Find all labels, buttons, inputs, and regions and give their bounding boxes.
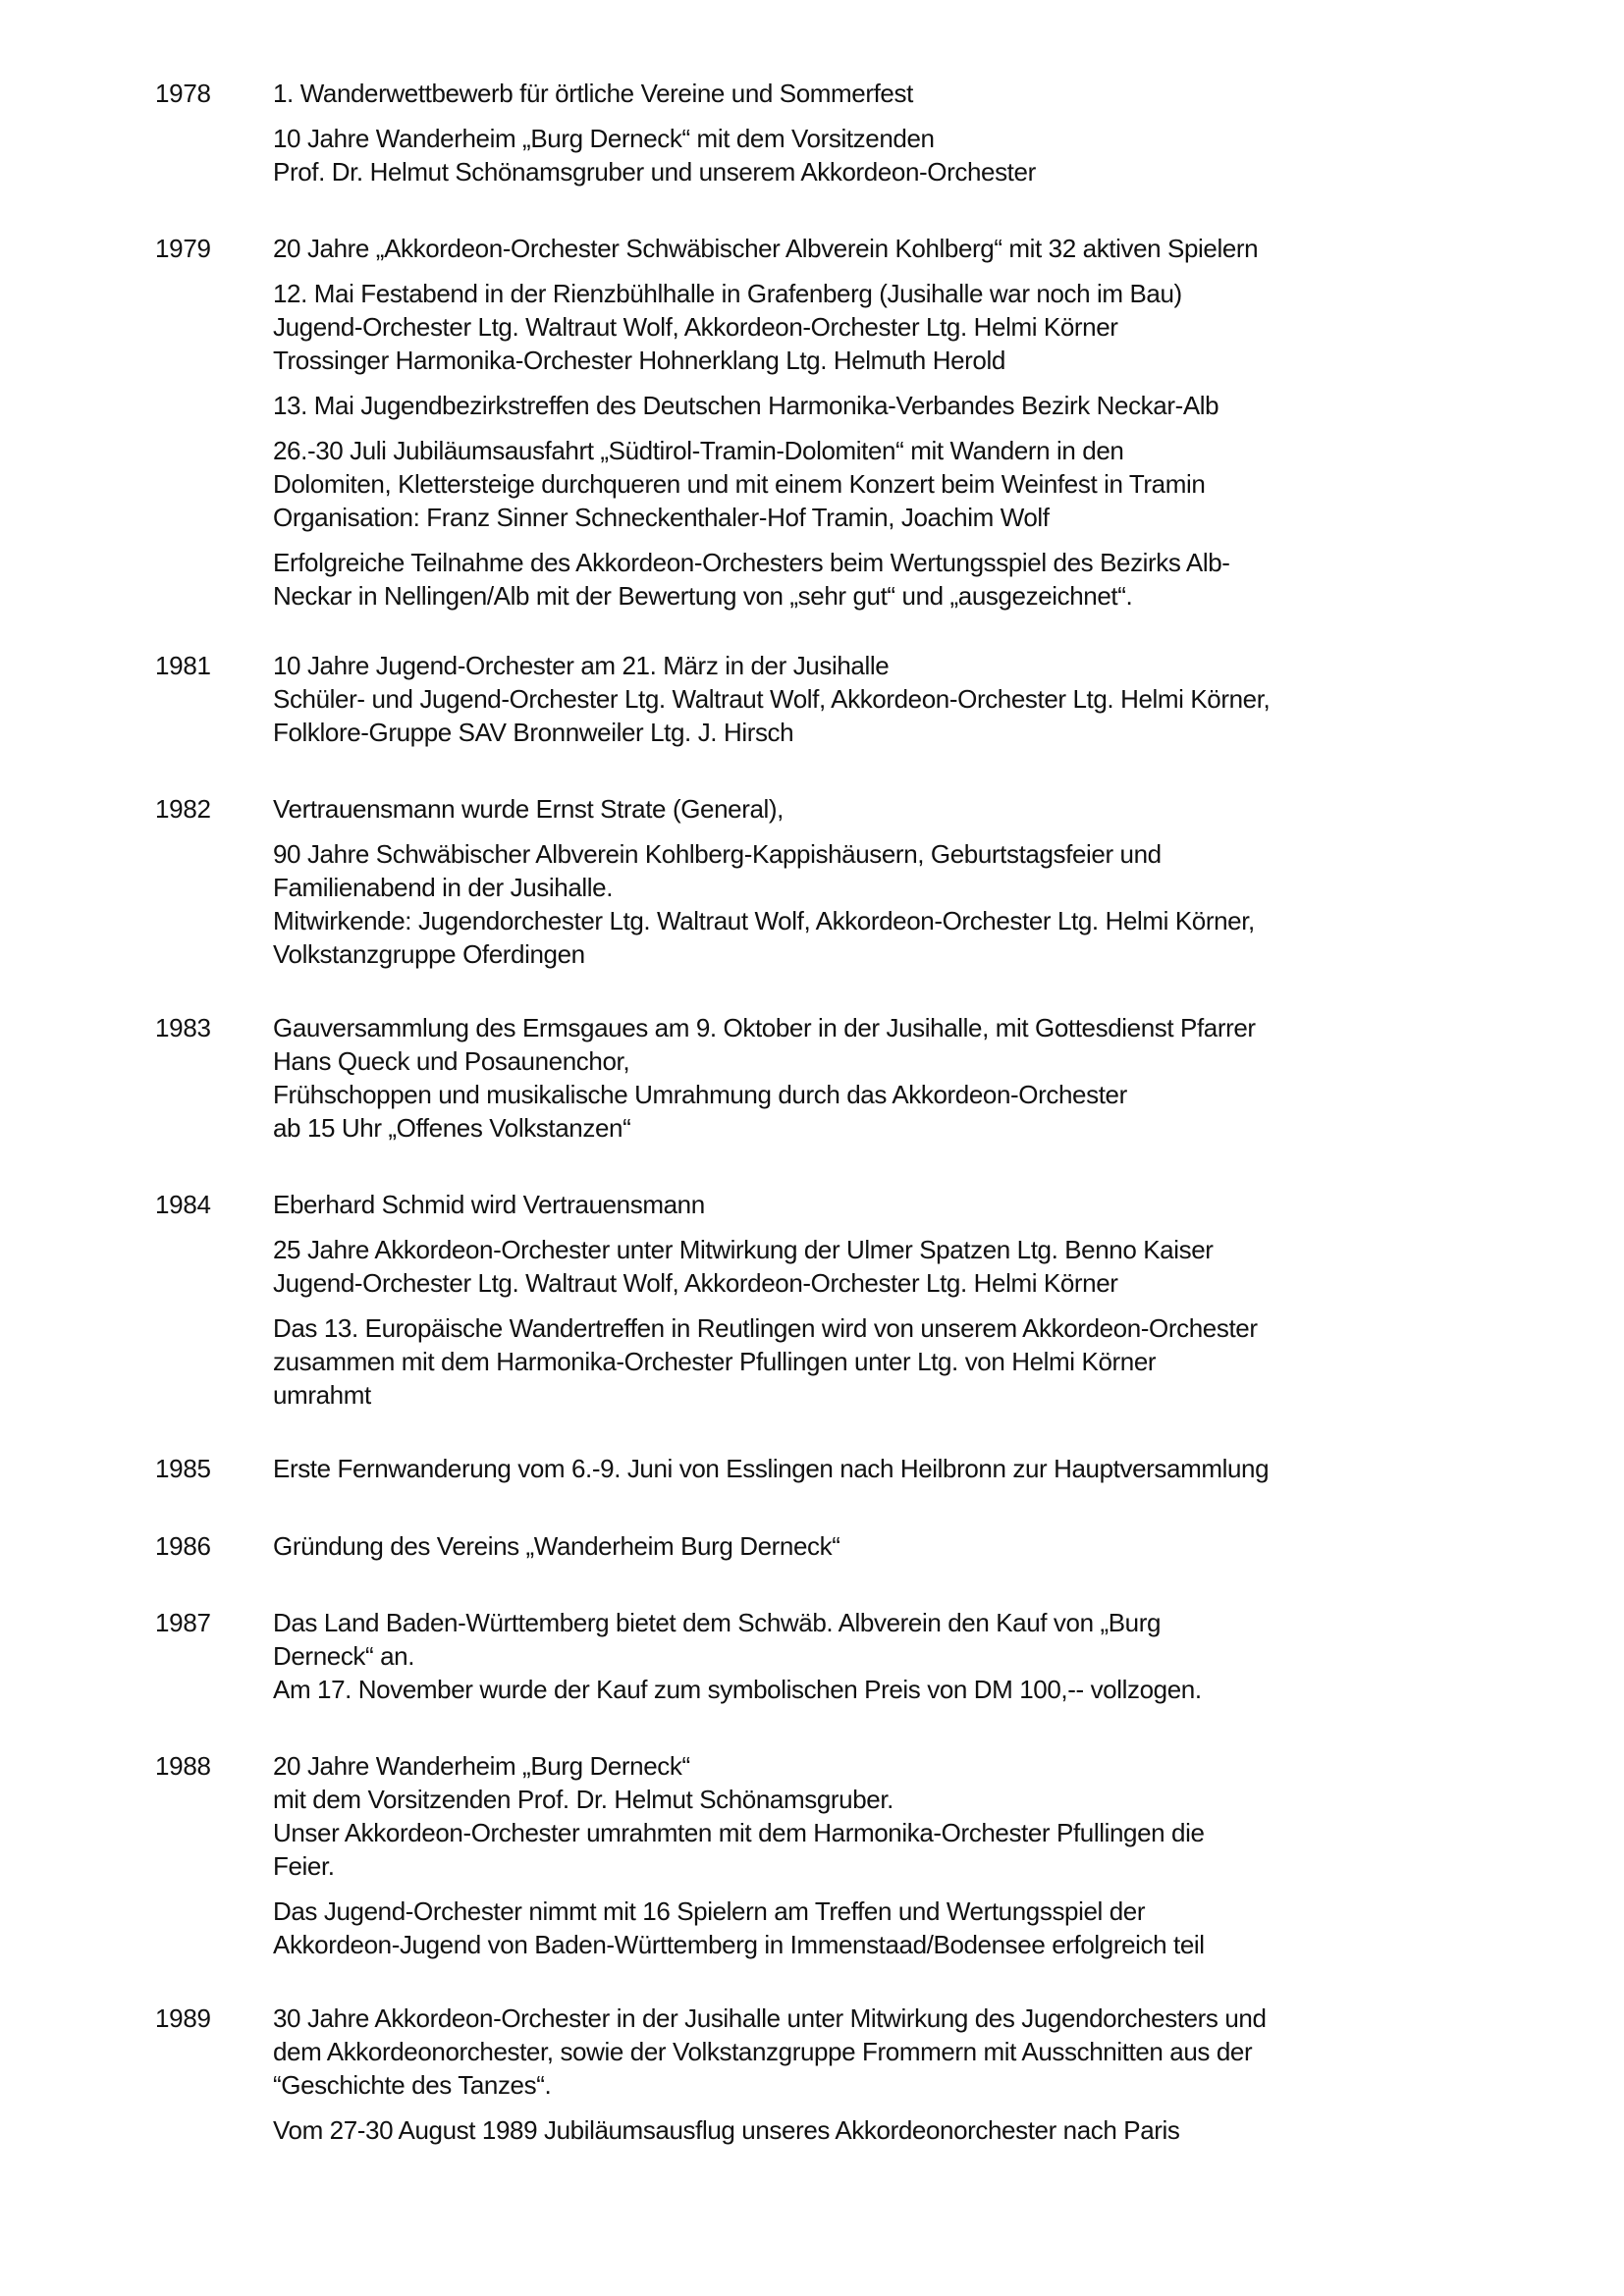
text-line: Eberhard Schmid wird Vertrauensmann bbox=[273, 1190, 705, 1219]
entry-year: 1987 bbox=[155, 1608, 211, 1637]
entry-paragraph bbox=[273, 1606, 1520, 1706]
entry-year: 1985 bbox=[155, 1454, 211, 1483]
text-line: Neckar in Nellingen/Alb mit der Bewertung von „sehr gut“ und „ausgezeichnet“. bbox=[273, 581, 1133, 611]
text-line: Vertrauensmann wurde Ernst Strate (General), bbox=[273, 794, 784, 824]
text-line: Hans Queck und Posaunenchor, bbox=[273, 1046, 630, 1076]
text-line: Derneck“ an. bbox=[273, 1641, 415, 1671]
text-line: mit dem Vorsitzenden Prof. Dr. Helmut Schönamsgruber. bbox=[273, 1785, 893, 1814]
entry-year: 1981 bbox=[155, 651, 211, 680]
text-line: Am 17. November wurde der Kauf zum symbolischen Preis von DM 100,-- vollzogen. bbox=[273, 1675, 1202, 1704]
entry-paragraph bbox=[273, 2002, 1520, 2102]
entry-year: 1983 bbox=[155, 1013, 211, 1042]
entry-paragraph bbox=[273, 77, 1520, 110]
entry-paragraph bbox=[273, 1188, 1520, 1221]
entry-year: 1989 bbox=[155, 2003, 211, 2033]
entry-year: 1984 bbox=[155, 1190, 211, 1219]
text-line: Feier. bbox=[273, 1851, 335, 1881]
entry-year: 1988 bbox=[155, 1751, 211, 1781]
entry-body bbox=[273, 1529, 1520, 1563]
entry-body bbox=[273, 1452, 1520, 1485]
entry-body bbox=[273, 1606, 1520, 1706]
text-line: 25 Jahre Akkordeon-Orchester unter Mitwirkung der Ulmer Spatzen Ltg. Benno Kaiser bbox=[273, 1235, 1214, 1264]
text-line: Erste Fernwanderung vom 6.-9. Juni von Esslingen nach Heilbronn zur Hauptversammlung bbox=[273, 1454, 1270, 1483]
text-line: 26.-30 Juli Jubiläumsausfahrt „Südtirol-Tramin-Dolomiten“ mit Wandern in den bbox=[273, 436, 1124, 465]
text-line: Jugend-Orchester Ltg. Waltraut Wolf, Akkordeon-Orchester Ltg. Helmi Körner bbox=[273, 1268, 1118, 1298]
entry-year: 1978 bbox=[155, 79, 211, 108]
entry-body bbox=[273, 232, 1520, 613]
text-line: 20 Jahre „Akkordeon-Orchester Schwäbischer Albverein Kohlberg“ mit 32 aktiven Spielern bbox=[273, 234, 1259, 263]
text-line: Das Land Baden-Württemberg bietet dem Schwäb. Albverein den Kauf von „Burg bbox=[273, 1608, 1162, 1637]
text-line: Erfolgreiche Teilnahme des Akkordeon-Orchesters beim Wertungsspiel des Bezirks Alb- bbox=[273, 548, 1230, 577]
entry-body bbox=[273, 1749, 1520, 1961]
entry-paragraph bbox=[273, 837, 1520, 971]
text-line: umrahmt bbox=[273, 1380, 371, 1410]
text-line: Organisation: Franz Sinner Schneckenthaler-Hof Tramin, Joachim Wolf bbox=[273, 503, 1050, 532]
text-line: Familienabend in der Jusihalle. bbox=[273, 873, 614, 902]
text-line: Gründung des Vereins „Wanderheim Burg Derneck“ bbox=[273, 1531, 840, 1561]
entry-body bbox=[273, 649, 1520, 749]
text-line: Unser Akkordeon-Orchester umrahmten mit dem Harmonika-Orchester Pfullingen die bbox=[273, 1818, 1205, 1847]
text-line: Schüler- und Jugend-Orchester Ltg. Waltraut Wolf, Akkordeon-Orchester Ltg. Helmi Körner, bbox=[273, 684, 1271, 714]
text-line: 13. Mai Jugendbezirkstreffen des Deutschen Harmonika-Verbandes Bezirk Neckar-Alb bbox=[273, 391, 1219, 420]
text-line: 12. Mai Festabend in der Rienzbühlhalle in Grafenberg (Jusihalle war noch im Bau) bbox=[273, 279, 1182, 308]
entry-body bbox=[273, 2002, 1520, 2147]
text-line: Prof. Dr. Helmut Schönamsgruber und unserem Akkordeon-Orchester bbox=[273, 157, 1036, 187]
entry-year: 1986 bbox=[155, 1531, 211, 1561]
entry-body bbox=[273, 1188, 1520, 1412]
text-line: 90 Jahre Schwäbischer Albverein Kohlberg-Kappishäusern, Geburtstagsfeier und bbox=[273, 839, 1162, 869]
entry-paragraph bbox=[273, 1311, 1520, 1412]
entry-paragraph bbox=[273, 1011, 1520, 1145]
entry-paragraph bbox=[273, 232, 1520, 265]
entry-paragraph bbox=[273, 2113, 1520, 2147]
entry-body bbox=[273, 1011, 1520, 1145]
entry-body bbox=[273, 792, 1520, 971]
entry-paragraph bbox=[273, 277, 1520, 377]
text-line: Das 13. Europäische Wandertreffen in Reutlingen wird von unserem Akkordeon-Orchester bbox=[273, 1313, 1258, 1343]
text-line: Trossinger Harmonika-Orchester Hohnerklang Ltg. Helmuth Herold bbox=[273, 346, 1005, 375]
text-line: Jugend-Orchester Ltg. Waltraut Wolf, Akkordeon-Orchester Ltg. Helmi Körner bbox=[273, 312, 1118, 342]
entry-paragraph bbox=[273, 389, 1520, 422]
entry-paragraph bbox=[273, 1749, 1520, 1883]
entry-paragraph bbox=[273, 1233, 1520, 1300]
entry-paragraph bbox=[273, 122, 1520, 188]
text-line: Mitwirkende: Jugendorchester Ltg. Waltraut Wolf, Akkordeon-Orchester Ltg. Helmi Körner, bbox=[273, 906, 1255, 935]
text-line: dem Akkordeonorchester, sowie der Volkstanzgruppe Frommern mit Ausschnitten aus der bbox=[273, 2037, 1253, 2066]
text-line: zusammen mit dem Harmonika-Orchester Pfullingen unter Ltg. von Helmi Körner bbox=[273, 1347, 1157, 1376]
text-line: 20 Jahre Wanderheim „Burg Derneck“ bbox=[273, 1751, 690, 1781]
entry-body bbox=[273, 77, 1520, 188]
entry-paragraph bbox=[273, 1895, 1520, 1961]
text-line: 30 Jahre Akkordeon-Orchester in der Jusihalle unter Mitwirkung des Jugendorchesters und bbox=[273, 2003, 1267, 2033]
entry-paragraph bbox=[273, 434, 1520, 534]
entry-paragraph bbox=[273, 649, 1520, 749]
text-line: Das Jugend-Orchester nimmt mit 16 Spielern am Treffen und Wertungsspiel der bbox=[273, 1896, 1146, 1926]
text-line: Folklore-Gruppe SAV Bronnweiler Ltg. J. Hirsch bbox=[273, 718, 794, 747]
text-line: ab 15 Uhr „Offenes Volkstanzen“ bbox=[273, 1113, 631, 1143]
text-line: 10 Jahre Jugend-Orchester am 21. März in der Jusihalle bbox=[273, 651, 890, 680]
entry-paragraph bbox=[273, 792, 1520, 826]
entry-paragraph bbox=[273, 1529, 1520, 1563]
entry-year: 1982 bbox=[155, 794, 211, 824]
text-line: 10 Jahre Wanderheim „Burg Derneck“ mit dem Vorsitzenden bbox=[273, 124, 935, 153]
entry-paragraph bbox=[273, 1452, 1520, 1485]
text-line: Gauversammlung des Ermsgaues am 9. Oktober in der Jusihalle, mit Gottesdienst Pfarrer bbox=[273, 1013, 1256, 1042]
text-line: Volkstanzgruppe Oferdingen bbox=[273, 939, 585, 969]
text-line: Vom 27-30 August 1989 Jubiläumsausflug unseres Akkordeonorchester nach Paris bbox=[273, 2115, 1180, 2145]
text-line: Dolomiten, Klettersteige durchqueren und mit einem Konzert beim Weinfest in Tramin bbox=[273, 469, 1206, 499]
entry-year: 1979 bbox=[155, 234, 211, 263]
text-line: “Geschichte des Tanzes“. bbox=[273, 2070, 552, 2100]
text-line: Frühschoppen und musikalische Umrahmung durch das Akkordeon-Orchester bbox=[273, 1080, 1127, 1109]
text-line: 1. Wanderwettbewerb für örtliche Vereine und Sommerfest bbox=[273, 79, 913, 108]
entry-paragraph bbox=[273, 546, 1520, 613]
text-line: Akkordeon-Jugend von Baden-Württemberg in Immenstaad/Bodensee erfolgreich teil bbox=[273, 1930, 1205, 1959]
